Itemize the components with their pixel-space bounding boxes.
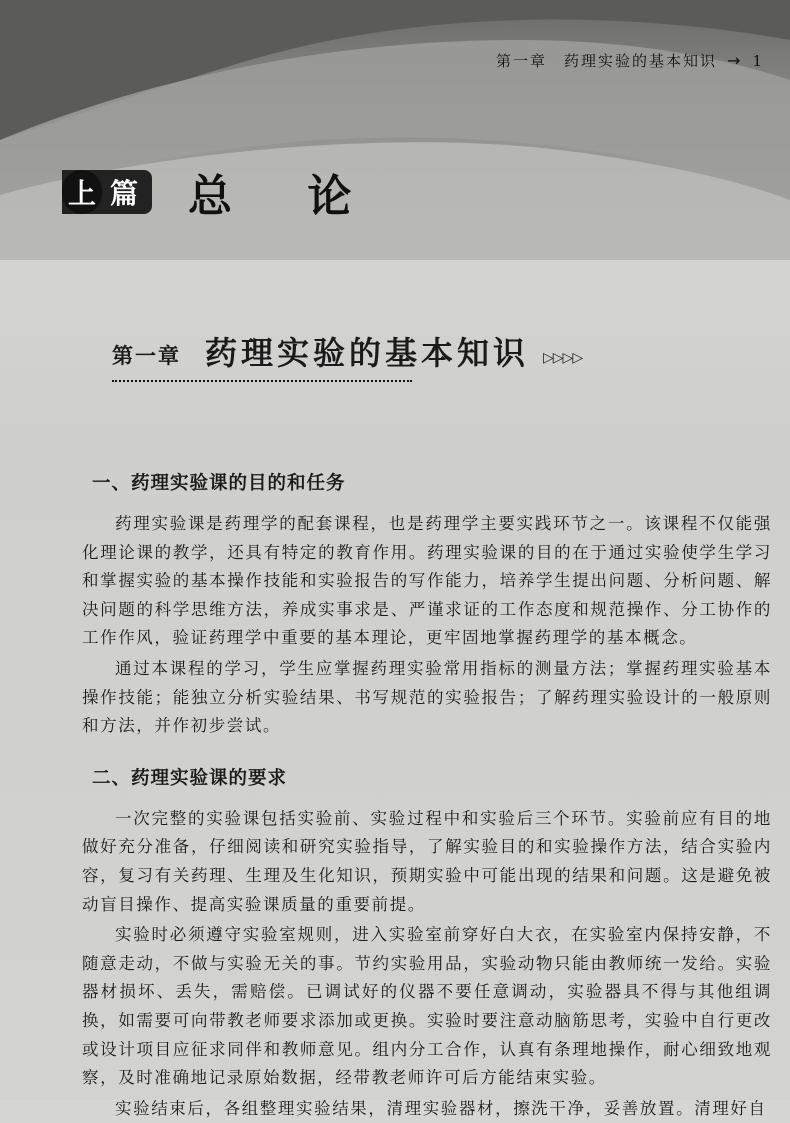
part-title bbox=[62, 160, 381, 224]
page-number: 1 bbox=[752, 51, 764, 70]
paragraph: 实验结束后，各组整理实验结果，清理实验器材，擦洗干净，妥善放置。清理好自 bbox=[115, 1098, 767, 1118]
chapter-underline bbox=[112, 380, 412, 382]
running-head-title: 第一章 药理实验的基本知识 bbox=[496, 52, 718, 70]
part-ordinal: 上 bbox=[62, 170, 102, 214]
paragraph: 药理实验课是药理学的配套课程，也是药理学主要实践环节之一。该课程不仅能强化理论课的教学，还具有特定的教育作用。药理实验课的目的在于通过实验使学生学习和掌握实验的基本操作技能和实验报告的写作能力，培养学生提出问题、分析问题、解决问题的科学思维方法，养成实事求是、严谨求证的工作态度和规范操作、分工协作的工作作风，验证药理学中重要的基本理论，更牢固地掌握药理学的基本概念。 bbox=[82, 514, 772, 648]
chapter-number: 第一章 bbox=[112, 344, 181, 368]
section-heading: 二、药理实验课的要求 bbox=[92, 767, 288, 789]
chapter-arrows-icon: ▷▷▷▷ bbox=[543, 350, 583, 366]
part-label bbox=[62, 170, 152, 214]
section-requirements bbox=[82, 765, 772, 1123]
chapter-title: 药理实验的基本知识 bbox=[205, 334, 530, 372]
arrow-right-icon: → bbox=[727, 51, 743, 70]
section-heading: 一、药理实验课的目的和任务 bbox=[92, 473, 346, 494]
paragraph: 一次完整的实验课包括实验前、实验过程中和实验后三个环节。实验前应有目的地做好充分准备，仔细阅读和研究实验指导，了解实验目的和实验操作方法，结合实验内容，复习有关药理、生理及生化知识，预期实验中可能出现的结果和问题。这是避免被动盲目操作、提高实验课质量的重要前提。 bbox=[82, 808, 772, 914]
section-purpose bbox=[82, 470, 772, 741]
paragraph: 实验时必须遵守实验室规则，进入实验室前穿好白大衣，在实验室内保持安静，不随意走动，不做与实验无关的事。节约实验用品，实验动物只能由教师统一发给。实验器材损坏、丢失，需赔偿。已调试好的仪器不要任意调动，实验器具不得与其他组调换，如需要可向带教老师要求添加或更换。实验时要注意动脑筋思考，实验中自行更改或设计项目应征求同伴和教师意见。组内分工合作，认真有条理地操作，耐心细致地观察，及时准确地记录原始数据，经带教老师许可后方能结束实验。 bbox=[82, 925, 772, 1088]
part-name: 总 论 bbox=[188, 171, 382, 222]
body-text bbox=[82, 470, 772, 1123]
paragraph: 通过本课程的学习，学生应掌握药理实验常用指标的测量方法；掌握药理实验基本操作技能；能独立分析实验结果、书写规范的实验报告；了解药理实验设计的一般原则和方法，并作初步尝试。 bbox=[82, 658, 772, 736]
part-suffix: 篇 bbox=[110, 177, 139, 210]
running-head bbox=[496, 50, 764, 71]
chapter-heading bbox=[112, 328, 632, 382]
